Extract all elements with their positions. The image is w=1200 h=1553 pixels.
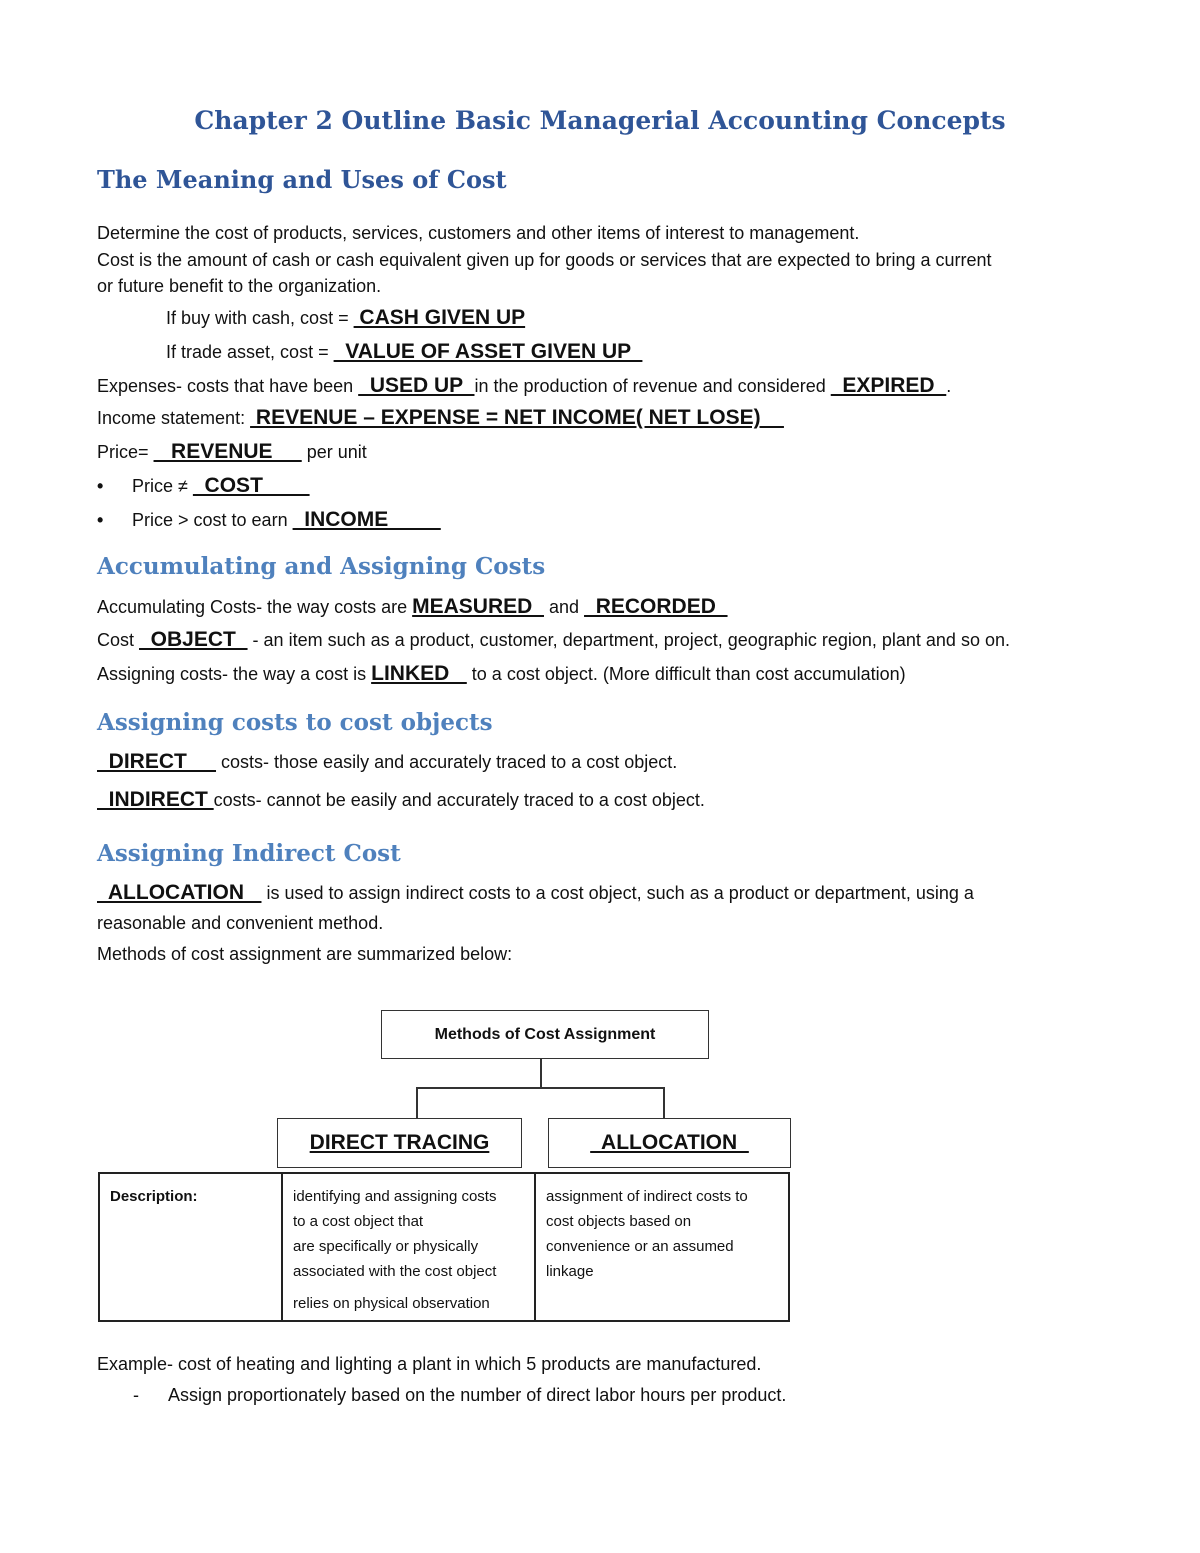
allocation-desc-line: convenience or an assumed xyxy=(546,1238,734,1255)
paragraph-determine-cost: Determine the cost of products, services, customers and other items of interest to management. xyxy=(97,223,860,243)
income-statement-line xyxy=(97,406,784,430)
accumulating-line xyxy=(97,595,728,619)
example-subpoint: Assign proportionately based on the number of direct labor hours per product. xyxy=(168,1385,787,1405)
buy-label: If buy with cash, cost = xyxy=(166,308,354,328)
description-label-cell xyxy=(100,1174,283,1320)
direct-rest: costs- those easily and accurately traced to a cost object. xyxy=(216,752,678,772)
description-table xyxy=(98,1172,790,1322)
diagram-direct-tracing-box: DIRECT TRACING xyxy=(277,1118,522,1168)
expenses-end: . xyxy=(946,376,952,396)
assigning-fill-linked: LINKED xyxy=(371,662,467,685)
assigning-rest: to a cost object. (More difficult than cost accumulation) xyxy=(466,664,906,684)
section-heading-accumulating: Accumulating and Assigning Costs xyxy=(97,553,546,580)
expenses-label: Expenses- costs that have been xyxy=(97,376,359,396)
cost-object-fill: OBJECT xyxy=(139,628,248,651)
diagram-connector-left xyxy=(416,1087,418,1118)
diagram-connector-horizontal xyxy=(416,1087,665,1089)
example-dash: - xyxy=(133,1385,139,1405)
allocation-fill: ALLOCATION xyxy=(97,881,262,904)
direct-fill: DIRECT xyxy=(97,750,217,773)
section-heading-meaning-of-cost: The Meaning and Uses of Cost xyxy=(97,165,507,194)
description-label: Description: xyxy=(110,1188,198,1205)
allocation-desc-line: assignment of indirect costs to xyxy=(546,1188,748,1205)
price-label: Price= xyxy=(97,442,154,462)
assigning-line xyxy=(97,662,906,686)
trade-asset-line xyxy=(166,340,642,364)
allocation-line2: reasonable and convenient method. xyxy=(97,913,384,933)
expenses-fill-expired: EXPIRED xyxy=(830,374,947,397)
expenses-fill-used-up: USED UP xyxy=(358,374,475,397)
paragraph-cost-definition-line1: Cost is the amount of cash or cash equivalent given up for goods or services that are expected to bring a current xyxy=(97,250,992,270)
trade-label: If trade asset, cost = xyxy=(166,342,334,362)
income-fill-answer: REVENUE – EXPENSE = NET INCOME( NET LOSE) xyxy=(250,406,784,429)
bullet-icon: • xyxy=(97,510,104,530)
diagram-connector-right xyxy=(663,1087,665,1118)
accumulating-fill-recorded: RECORDED xyxy=(584,595,728,618)
cost-object-label: Cost xyxy=(97,630,140,650)
expenses-middle: in the production of revenue and considered xyxy=(474,376,831,396)
accumulating-and: and xyxy=(543,597,585,617)
price-line xyxy=(97,440,367,464)
accumulating-fill-measured: MEASURED xyxy=(412,595,544,618)
buy-fill-answer: CASH GIVEN UP xyxy=(353,306,526,329)
allocation-description-cell xyxy=(536,1174,788,1320)
bullet-fill-income: INCOME xyxy=(292,508,441,531)
accumulating-label: Accumulating Costs- the way costs are xyxy=(97,597,413,617)
direct-costs-line xyxy=(97,750,677,774)
allocation-line xyxy=(97,881,974,905)
methods-summary-line: Methods of cost assignment are summarized below: xyxy=(97,944,513,964)
bullet-price-greater xyxy=(97,508,441,532)
paragraph-cost-definition-line2: or future benefit to the organization. xyxy=(97,276,382,296)
trade-fill-answer: VALUE OF ASSET GIVEN UP xyxy=(333,340,643,363)
direct-desc-line: identifying and assigning costs xyxy=(293,1188,497,1205)
indirect-rest: costs- cannot be easily and accurately traced to a cost object. xyxy=(213,790,705,810)
direct-desc-line: are specifically or physically xyxy=(293,1238,479,1255)
bullet-fill-cost: COST xyxy=(192,474,310,497)
diagram-connector-stem xyxy=(540,1059,542,1088)
indirect-costs-line xyxy=(97,788,705,812)
direct-desc-extra: relies on physical observation xyxy=(293,1295,490,1312)
example-line: Example- cost of heating and lighting a plant in which 5 products are manufactured. xyxy=(97,1354,762,1374)
indirect-fill: INDIRECT xyxy=(97,788,214,811)
bullet-label: Price ≠ xyxy=(132,476,193,496)
direct-tracing-description-cell xyxy=(283,1174,536,1320)
expenses-line xyxy=(97,374,951,398)
cost-object-rest: - an item such as a product, customer, department, project, geographic region, plant and so on. xyxy=(247,630,1010,650)
allocation-rest: is used to assign indirect costs to a cost object, such as a product or department, using a xyxy=(261,883,974,903)
section-heading-indirect-cost: Assigning Indirect Cost xyxy=(97,840,401,867)
diagram-allocation-box: ALLOCATION xyxy=(548,1118,791,1168)
section-heading-cost-objects: Assigning costs to cost objects xyxy=(97,709,493,736)
direct-desc-line: to a cost object that xyxy=(293,1213,424,1230)
allocation-desc-line: cost objects based on xyxy=(546,1213,692,1230)
cost-object-line xyxy=(97,628,1010,652)
diagram-root-box: Methods of Cost Assignment xyxy=(381,1010,709,1059)
bullet-price-not-equal xyxy=(97,474,310,498)
allocation-desc-line: linkage xyxy=(546,1263,594,1280)
buy-with-cash-line xyxy=(166,306,525,330)
bullet-label: Price > cost to earn xyxy=(132,510,293,530)
page-title: Chapter 2 Outline Basic Managerial Accounting Concepts xyxy=(194,106,1006,135)
price-end: per unit xyxy=(301,442,367,462)
direct-desc-line: associated with the cost object xyxy=(293,1263,497,1280)
assigning-label: Assigning costs- the way a cost is xyxy=(97,664,372,684)
income-label: Income statement: xyxy=(97,408,251,428)
bullet-icon: • xyxy=(97,476,104,496)
price-fill-answer: REVENUE xyxy=(153,440,302,463)
